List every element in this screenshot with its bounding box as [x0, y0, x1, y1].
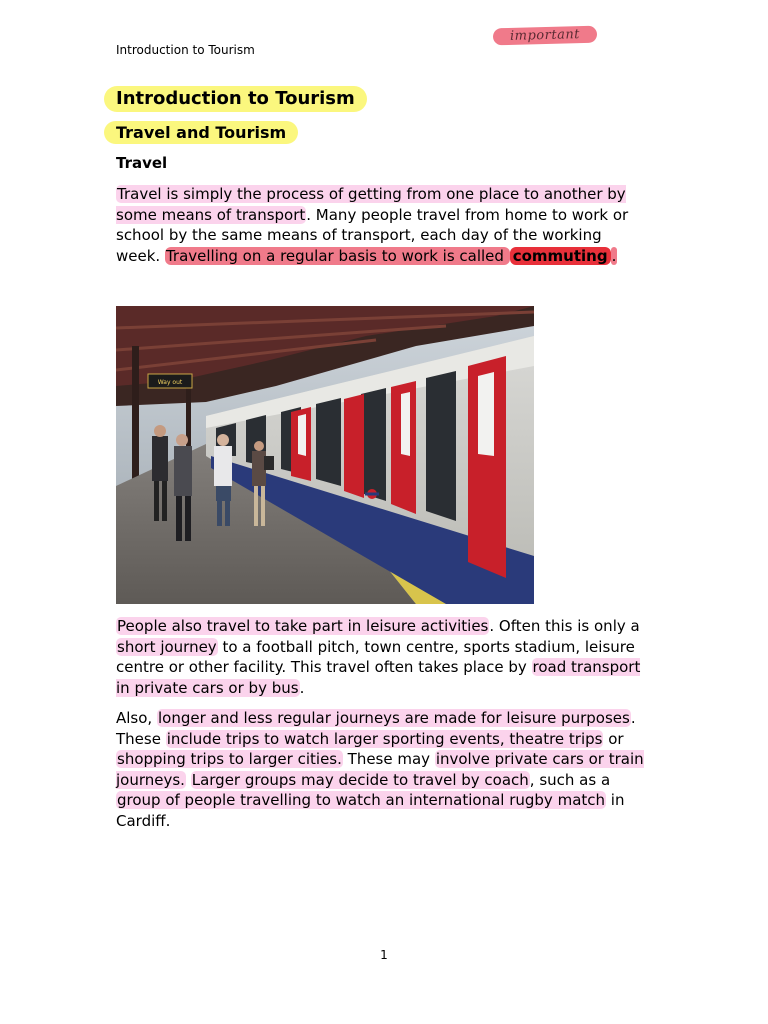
text-segment: . These	[116, 709, 636, 748]
important-stamp	[493, 26, 597, 46]
text-segment: . Many people travel from home to work or school by the same means of transport, each day of the working week.	[116, 205, 629, 265]
text-segment: Also,	[116, 709, 157, 727]
highlight-coach-travel: Larger groups may decide to travel by coach	[191, 770, 529, 789]
highlight-leisure-activities: People also travel to take part in leisure activities	[117, 617, 489, 635]
highlight-road-transport: road transport in private cars or by bus	[116, 658, 641, 697]
highlight-rugby-match: group of people travelling to watch an international rugby match	[117, 791, 606, 810]
stamp-label: important	[509, 27, 581, 44]
text-segment: in Cardiff.	[116, 791, 625, 830]
highlight-period: .	[611, 246, 617, 265]
highlight-longer-journeys: longer and less regular journeys are made for leisure purposes	[157, 709, 630, 727]
highlight-private-cars-train: involve private cars or train journeys.	[116, 750, 644, 789]
text-segment: to a football pitch, town centre, sports stadium, leisure centre or other facility. This travel often takes place by	[116, 637, 635, 677]
train-station-photo	[116, 306, 534, 604]
highlight-short-journey: short journey	[117, 637, 217, 656]
running-header: Introduction to Tourism	[116, 43, 255, 57]
way-out-sign: Way out	[157, 379, 183, 386]
highlight-sporting-events: include trips to watch larger sporting events, theatre trips	[166, 729, 603, 748]
paragraph-leisure-travel	[116, 616, 646, 698]
text-segment: or	[603, 729, 624, 748]
paragraph-longer-journeys	[116, 708, 646, 832]
highlight-commuting-sentence: Travelling on a regular basis to work is called	[165, 246, 509, 265]
section-heading: Travel and Tourism	[104, 121, 298, 144]
paragraph-travel-definition	[116, 184, 646, 266]
text-segment: , such as a	[529, 770, 611, 789]
highlight-travel-definition: Travel is simply the process of getting from one place to another by some means of transport	[116, 185, 626, 224]
text-segment: These may	[342, 750, 435, 769]
main-heading: Introduction to Tourism	[104, 86, 367, 112]
page-number: 1	[380, 948, 388, 962]
subsection-heading: Travel	[116, 154, 168, 172]
text-segment: . Often this is only a	[489, 617, 640, 635]
text-segment: .	[299, 678, 305, 697]
highlight-shopping-trips: shopping trips to larger cities.	[117, 750, 342, 769]
highlight-commuting-term: commuting	[510, 247, 611, 265]
